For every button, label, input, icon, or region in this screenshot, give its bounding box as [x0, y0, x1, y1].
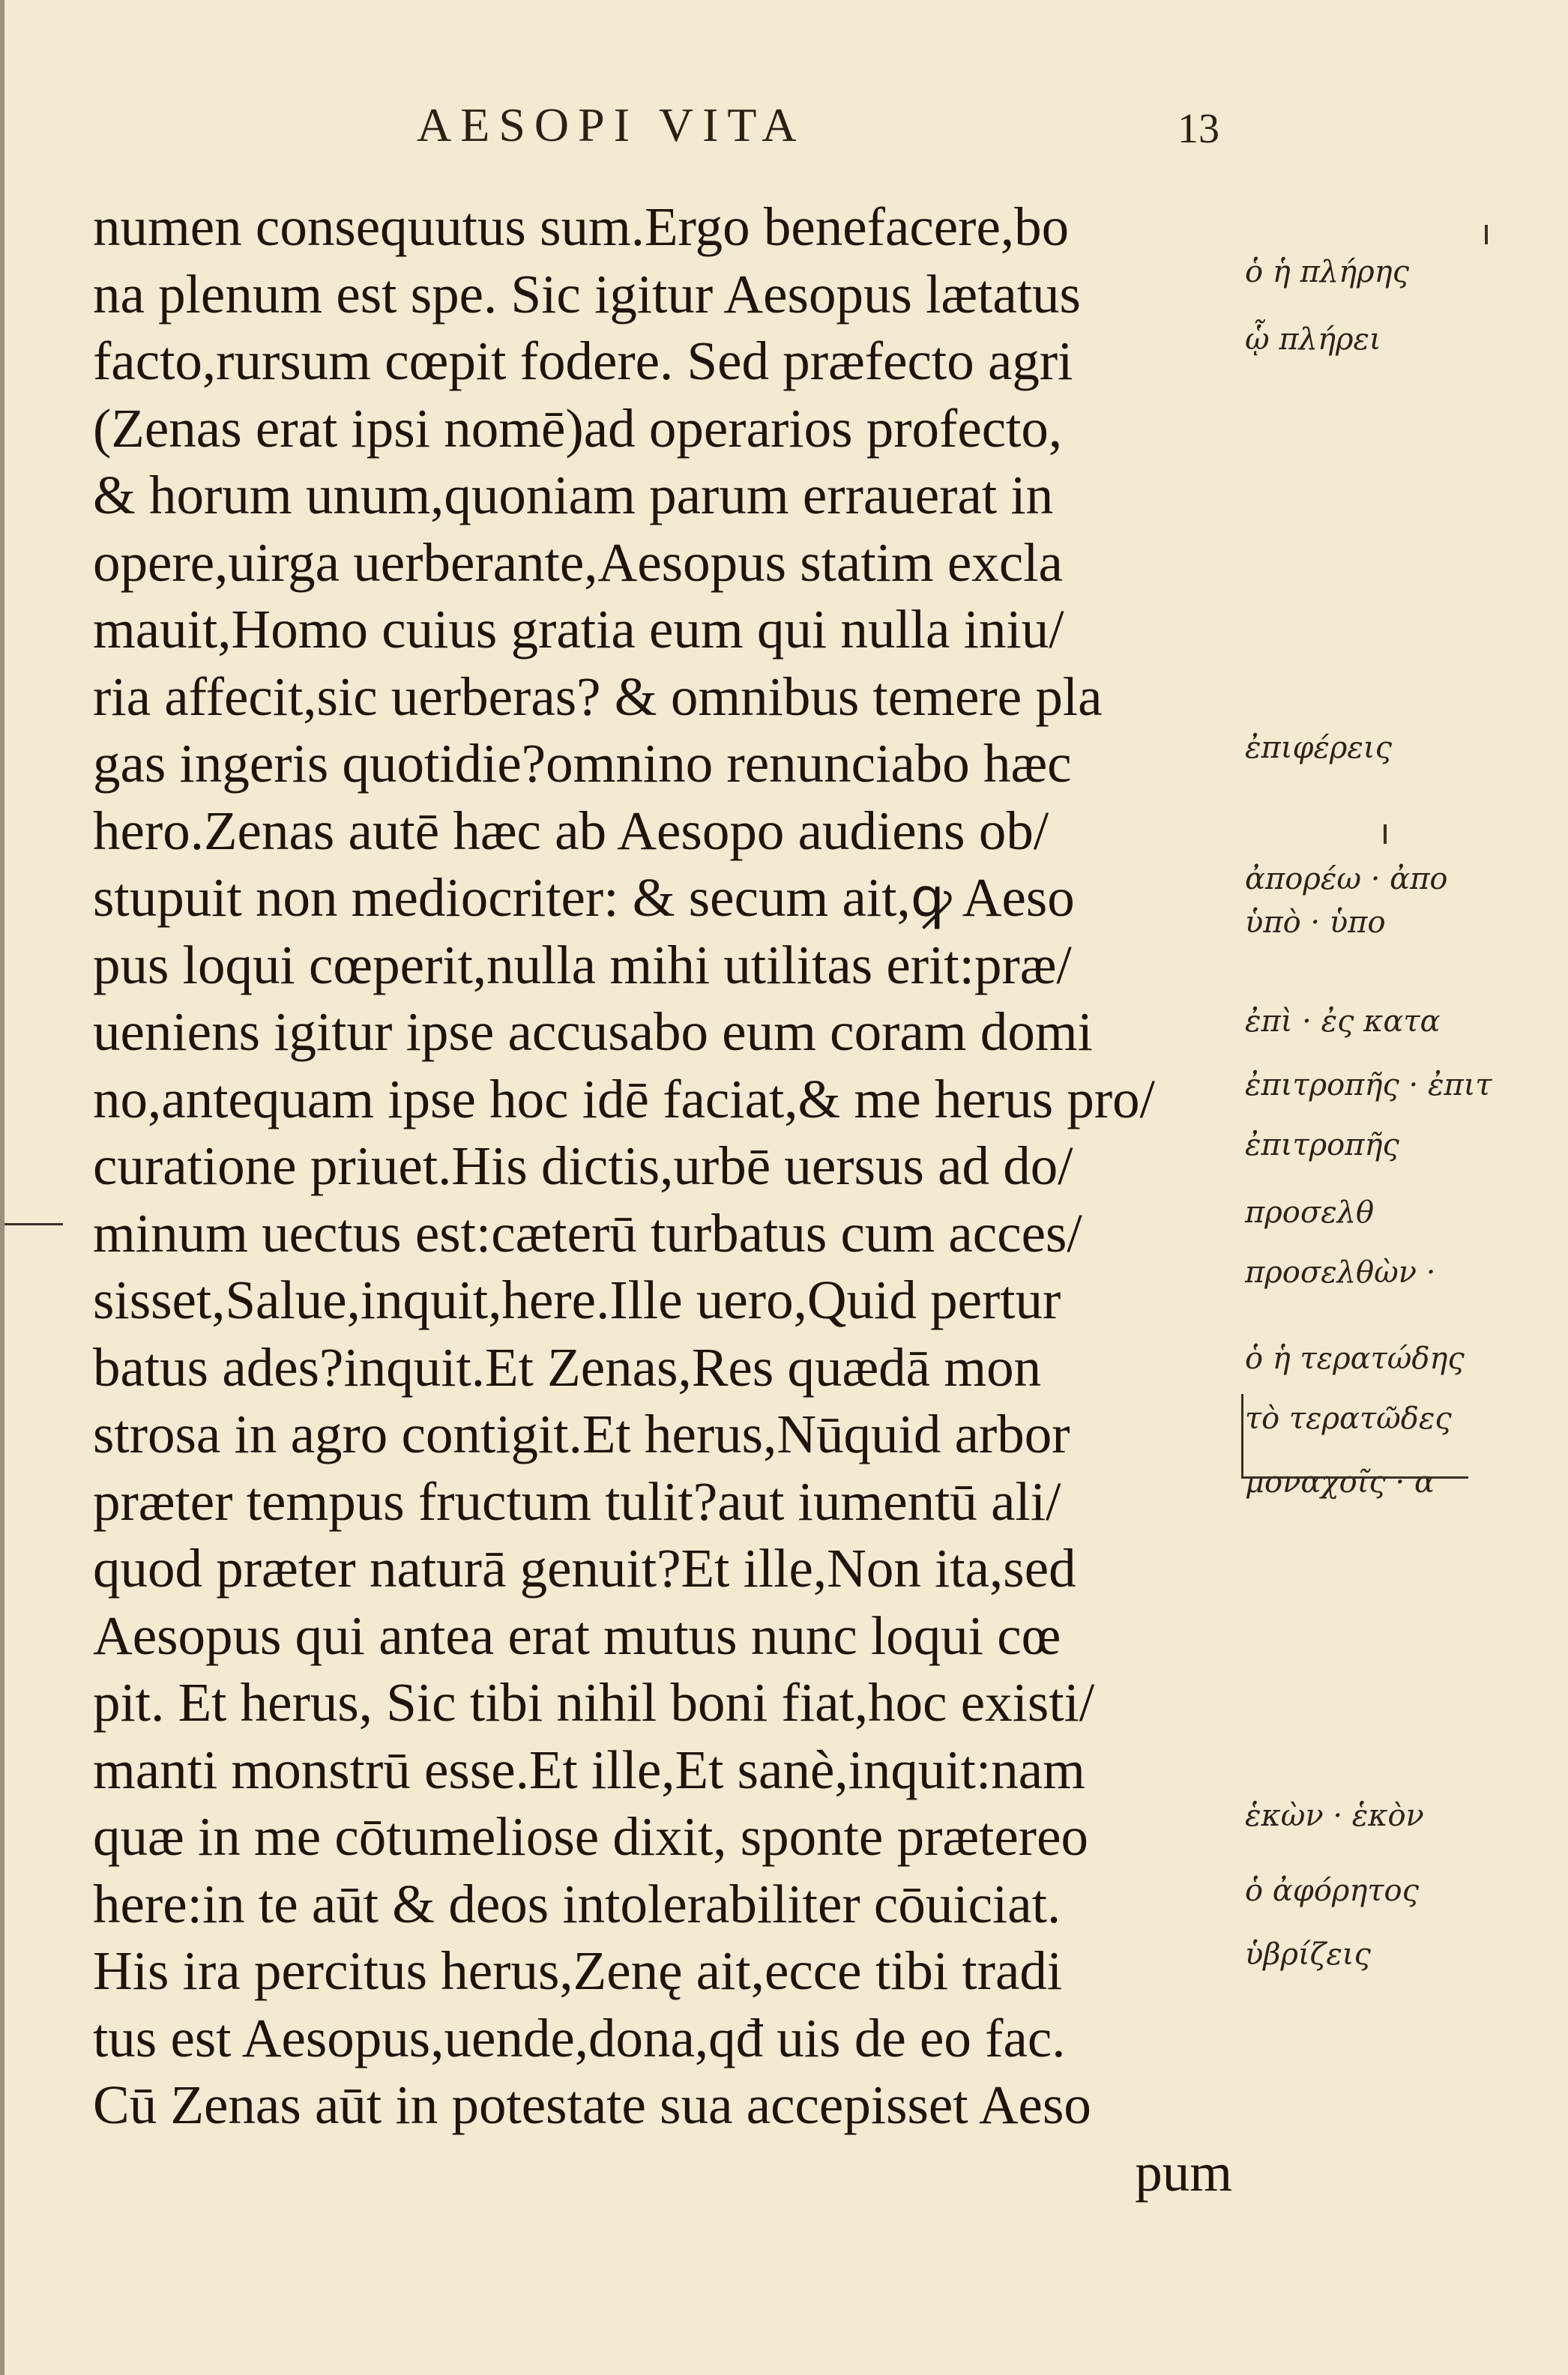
text-line: sisset,Salue,inquit,here.Ille uero,Quid pertur [93, 1270, 1061, 1330]
margin-note: ἐπιτροπῆς [1245, 1128, 1399, 1162]
text-line: pit. Et herus, Sic tibi nihil boni fiat,hoc existi/ [93, 1672, 1095, 1733]
text-line: no,antequam ipse hoc idē faciat,& me herus pro/ [93, 1068, 1155, 1129]
text-line: facto,rursum cœpit fodere. Sed præfecto agri [93, 331, 1073, 391]
margin-annotations [1245, 0, 1567, 2375]
text-line: mauit,Homo cuius gratia eum qui nulla iniu/ [93, 599, 1064, 660]
text-line: tus est Aesopus,uende,dona,qđ uis de eo fac. [93, 2007, 1066, 2068]
text-line: manti monstrū esse.Et ille,Et sanè,inquit:nam [93, 1739, 1085, 1800]
margin-note: προσελθ [1245, 1195, 1375, 1230]
text-line: quod præter naturā genuit?Et ille,Non ita,sed [93, 1538, 1076, 1599]
margin-note: ᾧ πλήρει [1245, 322, 1381, 357]
page-number: 13 [1177, 106, 1219, 152]
text-line: Aesopus qui antea erat mutus nunc loqui cœ [93, 1605, 1061, 1666]
body-text [93, 193, 1232, 2206]
margin-note: ἐπιτροπῆς · ἐπιτ [1245, 1068, 1492, 1102]
text-line: & horum unum,quoniam parum errauerat in [93, 465, 1054, 525]
text-line: batus ades?inquit.Et Zenas,Res quædā mon [93, 1336, 1042, 1398]
margin-note: ὑβρίζεις [1245, 1937, 1371, 1972]
margin-note: ὁ ἡ τερατώδης [1245, 1342, 1465, 1376]
margin-note: ὑπὸ · ὑπο [1245, 905, 1386, 940]
text-line: quæ in me cōtumeliose dixit, sponte prætereo [93, 1806, 1088, 1867]
margin-note: ἐπιφέρεις [1245, 731, 1392, 765]
text-line: Cū Zenas aūt in potestate sua accepisset Aeso [93, 2074, 1091, 2135]
margin-note: ἑκὼν · ἑκὸν [1245, 1799, 1424, 1833]
text-line: gas ingeris quotidie?omnino renunciabo hæc [93, 733, 1072, 794]
margin-bracket [1241, 1394, 1468, 1479]
text-line: na plenum est spe. Sic igitur Aesopus lætatus [93, 263, 1081, 325]
text-line: hero.Zenas autē hæc ab Aesopo audiens ob/ [93, 800, 1049, 861]
margin-tick [1485, 225, 1488, 244]
margin-tick [1384, 824, 1387, 844]
running-head: AESOPI VITA [417, 98, 806, 151]
margin-note: προσελθὼν · [1245, 1255, 1436, 1290]
text-line: minum uectus est:cæterū turbatus cum acces/ [93, 1202, 1082, 1264]
text-line: ria affecit,sic uerberas? & omnibus temere pla [93, 666, 1103, 727]
text-line: His ira percitus herus,Zenę ait,ecce tibi tradi [93, 1940, 1063, 2001]
text-line: numen consequutus sum.Ergo benefacere,bo [93, 196, 1070, 257]
text-line: præter tempus fructum tulit?aut iumentū ali/ [93, 1470, 1061, 1532]
book-page [4, 0, 1568, 2375]
text-line: ueniens igitur ipse accusabo eum coram domi [93, 1001, 1093, 1062]
text-line: stupuit non mediocriter: & secum ait,ꝙ Aeso [93, 867, 1075, 928]
text-line: pus loqui cœperit,nulla mihi utilitas erit:præ/ [93, 934, 1072, 995]
text-line: (Zenas erat ipsi nomē)ad operarios profecto, [93, 397, 1063, 459]
text-line: here:in te aūt & deos intolerabiliter cōuiciat. [93, 1873, 1061, 1934]
margin-dash [4, 1223, 63, 1225]
margin-note: ἐπὶ · ἐς κατα [1245, 1004, 1441, 1039]
text-line: curatione priuet.His dictis,urbē uersus ad do/ [93, 1135, 1073, 1196]
text-line: strosa in agro contigit.Et herus,Nūquid arbor [93, 1404, 1070, 1464]
margin-note: τὸ τερατῶδες [1245, 1401, 1452, 1436]
margin-note: ὁ ἡ πλήρης [1245, 255, 1409, 289]
text-line: opere,uirga uerberante,Aesopus statim excla [93, 531, 1063, 593]
margin-note: ὁ ἀφόρητος [1245, 1874, 1419, 1908]
margin-note: μοναχοῖς · α [1245, 1465, 1435, 1500]
catchword: pum [1135, 2141, 1232, 2203]
margin-note: ἀπορέω · ἀπο [1245, 862, 1448, 896]
